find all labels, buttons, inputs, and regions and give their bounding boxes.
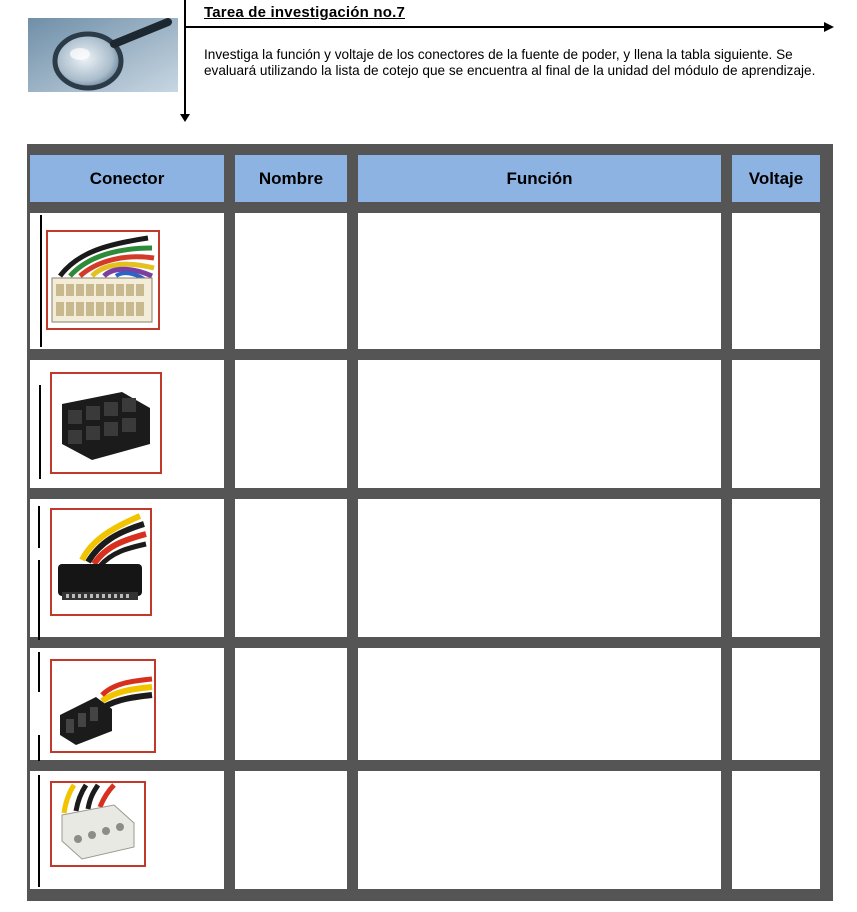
cell-voltaje-2[interactable] xyxy=(732,360,820,488)
cell-funcion-2[interactable] xyxy=(358,360,721,488)
pcie-6-pin-connector-image xyxy=(50,659,156,753)
row-marker xyxy=(38,652,40,692)
row-marker xyxy=(38,560,40,640)
eps-8-pin-connector-image xyxy=(50,372,162,474)
row-marker xyxy=(38,506,40,548)
sata-power-connector-image xyxy=(50,508,152,616)
cell-funcion-5[interactable] xyxy=(358,771,721,889)
horizontal-arrow-line xyxy=(186,26,826,28)
cell-nombre-1[interactable] xyxy=(235,213,347,349)
right-arrow-icon xyxy=(824,22,834,32)
row-marker xyxy=(38,735,40,761)
cell-voltaje-4[interactable] xyxy=(732,648,820,760)
molex-connector-image xyxy=(50,781,146,867)
cell-nombre-4[interactable] xyxy=(235,648,347,760)
magnifying-glass-icon xyxy=(28,18,178,92)
row-marker xyxy=(39,385,41,479)
task-title: Tarea de investigación no.7 xyxy=(204,4,406,21)
atx-20-pin-connector-image xyxy=(46,230,160,330)
cell-nombre-2[interactable] xyxy=(235,360,347,488)
cell-funcion-4[interactable] xyxy=(358,648,721,760)
vertical-arrow-line xyxy=(184,0,186,118)
cell-voltaje-3[interactable] xyxy=(732,499,820,637)
down-arrow-icon xyxy=(180,114,190,122)
cell-voltaje-5[interactable] xyxy=(732,771,820,889)
header-conector: Conector xyxy=(30,155,224,202)
header-funcion: Función xyxy=(358,155,721,202)
header-nombre: Nombre xyxy=(235,155,347,202)
row-marker xyxy=(38,775,40,887)
cell-nombre-3[interactable] xyxy=(235,499,347,637)
cell-voltaje-1[interactable] xyxy=(732,213,820,349)
cell-nombre-5[interactable] xyxy=(235,771,347,889)
task-instructions: Investiga la función y voltaje de los conectores de la fuente de poder, y llena la tabla siguiente. Se evaluará utilizando la lista de cotejo que se encuentra al final de la unidad del módulo de aprendizaje. xyxy=(204,47,816,78)
header-voltaje: Voltaje xyxy=(732,155,820,202)
cell-funcion-1[interactable] xyxy=(358,213,721,349)
cell-funcion-3[interactable] xyxy=(358,499,721,637)
row-marker xyxy=(40,215,42,347)
